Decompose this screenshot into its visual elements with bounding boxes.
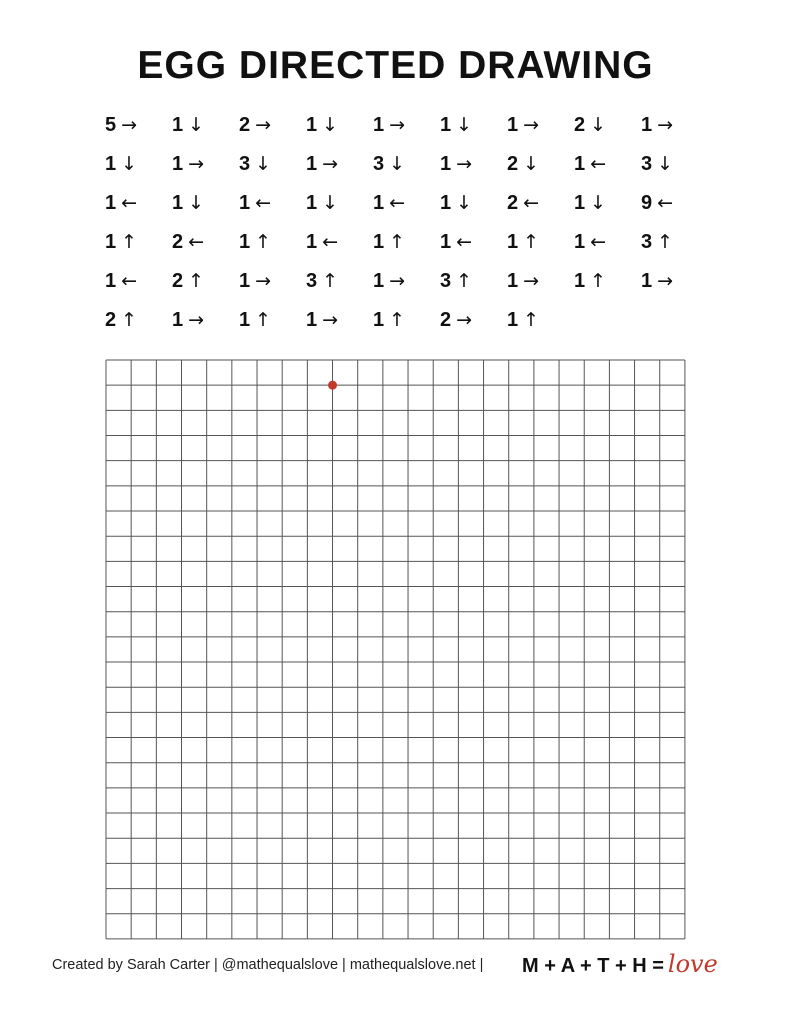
step-arrow-icon: ↑ (121, 309, 138, 331)
step-arrow-icon: ← (389, 192, 406, 214)
logo-letters: M + A + T + H = (522, 955, 664, 977)
step-arrow-icon: ← (456, 231, 473, 253)
step-count: 1 (306, 153, 318, 175)
step-arrow-icon: ↑ (456, 270, 473, 292)
step-count: 2 (105, 309, 117, 331)
step-arrow-icon: → (456, 309, 473, 331)
step-arrow-icon: ↑ (255, 231, 272, 253)
step-count: 2 (440, 309, 452, 331)
step-count: 1 (373, 114, 385, 136)
step-arrow-icon: ↓ (456, 192, 473, 214)
step-arrow-icon: ↓ (523, 153, 540, 175)
step-arrow-icon: → (523, 270, 540, 292)
step-count: 1 (507, 231, 519, 253)
step-count: 5 (105, 114, 117, 136)
step-count: 1 (172, 114, 184, 136)
step-arrow-icon: ↑ (188, 270, 205, 292)
step-arrow-icon: ← (121, 192, 138, 214)
step-count: 1 (105, 270, 117, 292)
step-count: 1 (239, 231, 251, 253)
step-arrow-icon: ↓ (188, 114, 205, 136)
step-count: 3 (440, 270, 452, 292)
step-count: 1 (373, 192, 385, 214)
step-arrow-icon: ↑ (389, 231, 406, 253)
step-arrow-icon: ↓ (322, 192, 339, 214)
step-count: 3 (641, 153, 653, 175)
footer-separator: | (479, 957, 484, 973)
step-arrow-icon: ↑ (255, 309, 272, 331)
step-count: 1 (306, 231, 318, 253)
step-arrow-icon: ← (255, 192, 272, 214)
step-count: 3 (373, 153, 385, 175)
step-arrow-icon: ↑ (590, 270, 607, 292)
footer-credit: Created by Sarah Carter (52, 957, 210, 973)
step-arrow-icon: ↓ (590, 114, 607, 136)
step-count: 2 (172, 231, 184, 253)
step-arrow-icon: → (255, 270, 272, 292)
footer-handle: @mathequalslove (221, 957, 339, 973)
step-count: 2 (239, 114, 251, 136)
step-count: 1 (574, 153, 586, 175)
step-count: 2 (172, 270, 184, 292)
step-arrow-icon: → (322, 153, 339, 175)
step-count: 1 (440, 231, 452, 253)
step-count: 1 (239, 309, 251, 331)
step-arrow-icon: → (389, 270, 406, 292)
step-count: 1 (440, 153, 452, 175)
step-count: 1 (306, 309, 318, 331)
step-arrow-icon: ↑ (523, 231, 540, 253)
step-arrow-icon: ↓ (188, 192, 205, 214)
step-arrow-icon: ↓ (322, 114, 339, 136)
step-arrow-icon: ↑ (657, 231, 674, 253)
step-count: 1 (440, 192, 452, 214)
step-arrow-icon: → (657, 270, 674, 292)
step-count: 3 (641, 231, 653, 253)
step-arrow-icon: ← (121, 270, 138, 292)
step-arrow-icon: ← (657, 192, 674, 214)
step-count: 1 (105, 153, 117, 175)
step-count: 1 (641, 270, 653, 292)
step-arrow-icon: → (657, 114, 674, 136)
step-count: 1 (105, 231, 117, 253)
step-arrow-icon: ↑ (322, 270, 339, 292)
step-count: 1 (507, 114, 519, 136)
step-arrow-icon: → (456, 153, 473, 175)
page-title: EGG DIRECTED DRAWING (137, 44, 654, 87)
step-count: 1 (239, 192, 251, 214)
step-count: 1 (306, 114, 318, 136)
footer-credits (52, 957, 487, 973)
step-count: 2 (507, 153, 519, 175)
step-arrow-icon: ← (188, 231, 205, 253)
step-arrow-icon: ← (322, 231, 339, 253)
step-arrow-icon: ← (590, 153, 607, 175)
step-arrow-icon: → (255, 114, 272, 136)
step-arrow-icon: ↓ (255, 153, 272, 175)
step-count: 9 (641, 192, 653, 214)
step-arrow-icon: ↓ (121, 153, 138, 175)
step-arrow-icon: → (121, 114, 138, 136)
step-count: 1 (574, 192, 586, 214)
step-count: 1 (239, 270, 251, 292)
step-arrow-icon: → (322, 309, 339, 331)
step-arrow-icon: → (389, 114, 406, 136)
step-count: 1 (105, 192, 117, 214)
start-point-dot (328, 381, 337, 390)
step-count: 1 (440, 114, 452, 136)
step-arrow-icon: ← (590, 231, 607, 253)
logo-love-word: love (667, 950, 718, 978)
step-arrow-icon: ↓ (657, 153, 674, 175)
step-count: 1 (172, 153, 184, 175)
footer-separator: | (213, 957, 218, 973)
step-arrow-icon: ↑ (389, 309, 406, 331)
step-arrow-icon: ↓ (389, 153, 406, 175)
step-arrow-icon: ↓ (590, 192, 607, 214)
step-count: 1 (507, 309, 519, 331)
step-count: 1 (507, 270, 519, 292)
step-count: 1 (574, 231, 586, 253)
step-count: 1 (373, 231, 385, 253)
step-count: 1 (373, 270, 385, 292)
step-count: 2 (507, 192, 519, 214)
math-equals-love-logo (522, 950, 718, 978)
step-arrow-icon: ← (523, 192, 540, 214)
step-count: 1 (306, 192, 318, 214)
step-count: 3 (306, 270, 318, 292)
step-arrow-icon: ↓ (456, 114, 473, 136)
step-count: 2 (574, 114, 586, 136)
step-count: 3 (239, 153, 251, 175)
step-count: 1 (574, 270, 586, 292)
footer-separator: | (342, 957, 346, 973)
step-arrow-icon: ↑ (121, 231, 138, 253)
step-count: 1 (641, 114, 653, 136)
step-count: 1 (172, 192, 184, 214)
step-arrow-icon: → (188, 153, 205, 175)
step-arrow-icon: → (523, 114, 540, 136)
step-count: 1 (373, 309, 385, 331)
step-arrow-icon: → (188, 309, 205, 331)
step-count: 1 (172, 309, 184, 331)
step-arrow-icon: ↑ (523, 309, 540, 331)
footer-site: mathequalslove.net (349, 957, 476, 973)
